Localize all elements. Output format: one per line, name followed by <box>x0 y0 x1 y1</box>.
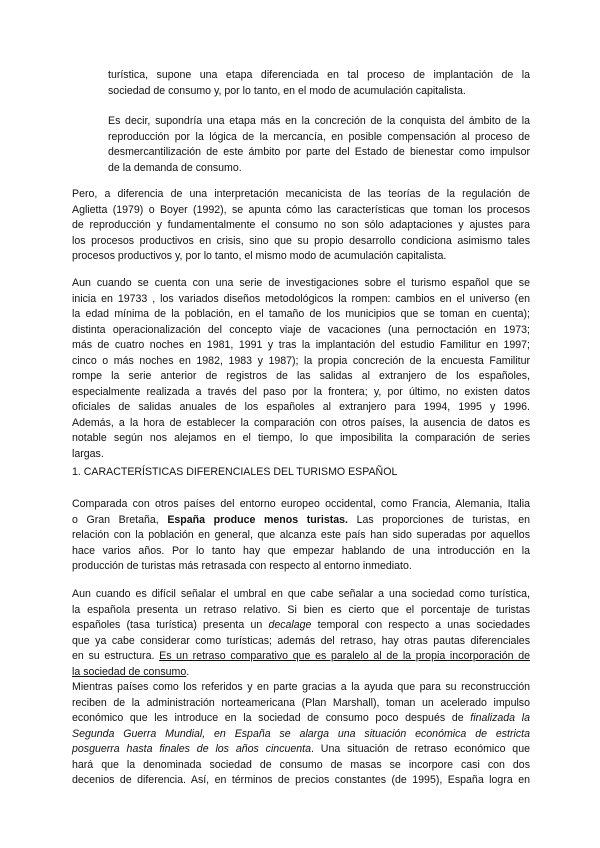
text-line: procesos productivos y, por lo tanto, el mismo modo de acumulación capitalista. <box>72 250 447 262</box>
text-line: Es decir, supondría una etapa más en la concreción de la conquista del ámbito de la <box>108 115 530 127</box>
paragraph-regulation-theory <box>72 187 530 265</box>
text-line: largas. <box>72 447 104 460</box>
text-line: en su estructura. Es un retraso comparativo que es paralelo al de la propia incorporación de <box>72 650 530 662</box>
text-line: turística, supone una etapa diferenciada en tal proceso de implantación de la <box>108 69 530 81</box>
text-line: relación con la población en general, que alcanza este país han sido superadas por aquellos <box>72 529 530 541</box>
paragraph-research-series <box>72 276 530 462</box>
text-line: hará que la denominada sociedad de consumo de masas se incorpore casi con dos <box>72 758 530 771</box>
text-line: hace varios años. Por lo tanto hay que empezar hablando de una introducción en la <box>72 544 530 557</box>
text-line: la sociedad de consumo. <box>72 665 190 678</box>
text-line: la edad mínima de la población, en el tamaño de los municipios que se toman en cuenta); <box>72 308 530 320</box>
emphasis-italic: Segunda Guerra Mundial, en España se alarga una situación económica de estricta <box>72 727 530 740</box>
text-line: o Gran Bretaña, España produce menos turistas. Las proporciones de turistas, en <box>72 513 530 526</box>
heading-text: 1. CARACTERÍSTICAS DIFERENCIALES DEL TURISMO ESPAÑOL <box>72 466 398 478</box>
text-line: notable según nos alejamos en el tiempo, lo que imposibilita la comparación de series <box>72 432 530 444</box>
text-line: de la demanda de consumo. <box>108 161 242 174</box>
text-line: decenios de diferencia. Así, en términos de precios constantes (de 1995), España logra en <box>72 774 530 786</box>
emphasis-italic: posguerra hasta finales de los años cincuenta <box>72 743 312 755</box>
section-heading <box>72 465 530 481</box>
text-line: desmercantilización de este ámbito por parte del Estado de bienestar como impulsor <box>108 146 530 158</box>
text-line: Comparada con otros países del entorno europeo occidental, como Francia, Alemania, Italia <box>72 498 530 510</box>
emphasis-italic: finalizada la <box>470 712 530 724</box>
text-line: más de cuatro noches en 1981, 1991 y tras la implantación del estudio Familitur en 1997; <box>72 339 530 351</box>
quote-paragraph-1 <box>108 68 530 99</box>
paragraph-relative-delay <box>72 587 530 789</box>
emphasis-underline: Es un retraso comparativo que es paralelo al de la propia incorporación de <box>159 650 530 662</box>
text-line: rompe la serie anterior de registros de las salidas al extranjero de los españoles, <box>72 370 530 382</box>
text-line: reproducción por la lógica de la mercancía, en posible compensación al proceso de <box>108 130 530 143</box>
text-line: los procesos productivos en crisis, sino que su propio desarrollo condiciona asimismo tales <box>72 234 530 247</box>
text-line: Aun cuando es difícil señalar el umbral en que cabe señalar a una sociedad como turística, <box>72 588 530 600</box>
text-line: inicia en 19733 , los variados diseños metodológicos la rompen: cambios en el universo (en <box>72 292 530 305</box>
emphasis-bold: España produce menos turistas. <box>167 513 348 526</box>
text-line: sociedad de consumo y, por lo tanto, en el modo de acumulación capitalista. <box>108 84 466 97</box>
text-line <box>72 727 530 743</box>
quote-paragraph-2 <box>108 114 530 176</box>
text-line: posguerra hasta finales de los años cincuenta. Una situación de retraso económico que <box>72 743 530 755</box>
emphasis-italic: decalage <box>268 619 312 631</box>
text-line: cinco o más noches en 1982, 1983 y 1987); la propia concreción de la encuesta Familitur <box>72 354 530 367</box>
text-line: Aglietta (1979) o Boyer (1992), se apunta cómo las características que toman los procesos <box>72 203 530 216</box>
text-line: Aun cuando se cuenta con una serie de investigaciones sobre el turismo español que se <box>72 277 530 289</box>
text-line: reciben de la administración norteamericana (Plan Marshall), toman un acelerado impulso <box>72 696 530 709</box>
paragraph-fewer-tourists <box>72 497 530 575</box>
text-line: de reproducción y fundamentalmente el consumo no son sólo adaptaciones y ajustes para <box>72 219 530 231</box>
text-line: que ya cabe considerar como turísticas; además del retraso, hay otras pautas diferenciales <box>72 634 530 647</box>
text-line: distinta operacionalización del concepto viaje de vacaciones (una pernoctación en 1973; <box>72 323 530 336</box>
text-line: Mientras países como los referidos y en parte gracias a la ayuda que para su reconstrucción <box>72 681 530 693</box>
text-line: españoles (tasa turística) presenta un decalage temporal con respecto a unas sociedades <box>72 619 530 631</box>
text-line: especialmente realizada a través del paso por la frontera; y, por último, no existen datos <box>72 385 530 398</box>
text-line: la española presenta un retraso relativo. Si bien es cierto que el porcentaje de turistas <box>72 603 530 616</box>
emphasis-underline: la sociedad de consumo <box>72 665 187 678</box>
text-line: Pero, a diferencia de una interpretación mecanicista de las teorías de la regulación de <box>72 188 530 200</box>
text-line: oficiales de salidas anuales de los españoles al extranjero para 1994, 1995 y 1996. <box>72 401 530 413</box>
text-line: Además, a la hora de establecer la comparación con otros países, la ausencia de datos es <box>72 416 530 429</box>
text-line: económico que les introduce en la sociedad de consumo poco después de finalizada la <box>72 712 530 724</box>
text-line: producción de turistas más retrasada con respecto al entorno inmediato. <box>72 560 412 572</box>
